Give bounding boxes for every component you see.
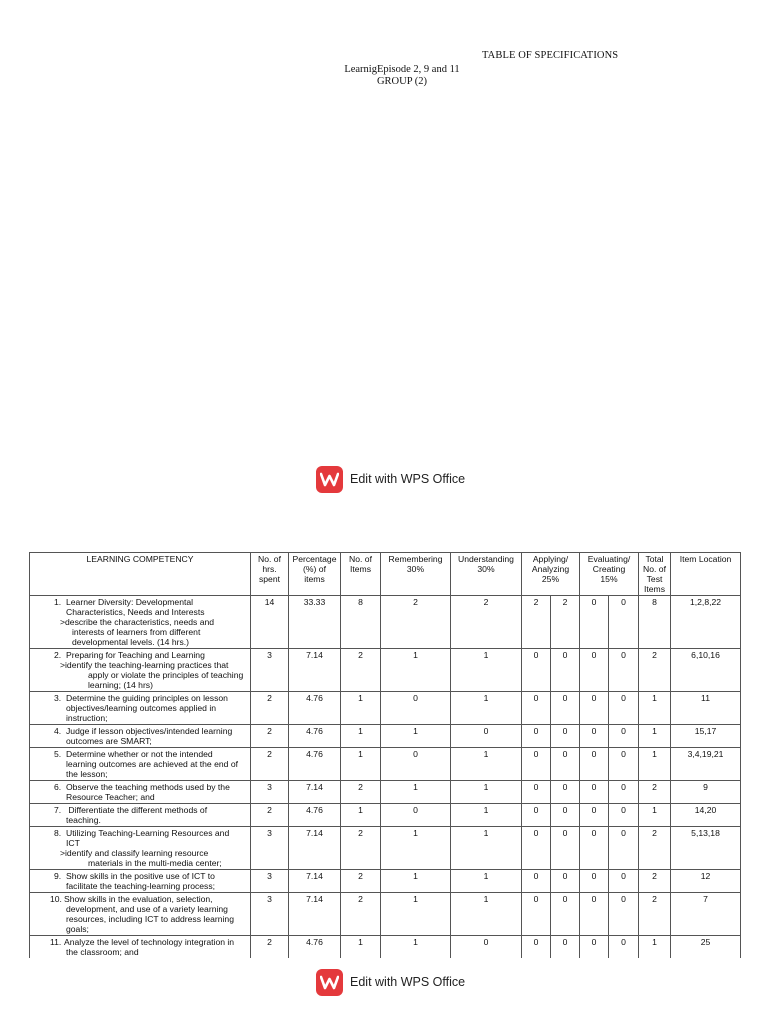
- remembering-cell: 0: [381, 804, 451, 827]
- competency-text: >describe the characteristics, needs and: [60, 617, 215, 627]
- competency-text: interests of learners from different: [72, 627, 201, 637]
- creating-cell: 0: [609, 781, 639, 804]
- items-cell: 2: [341, 649, 381, 692]
- competency-cell: [30, 596, 251, 649]
- creating-cell: 0: [609, 804, 639, 827]
- understanding-cell: 1: [451, 781, 522, 804]
- competency-text: Show skills in the evaluation, selection,: [64, 894, 213, 904]
- items-cell: 2: [341, 870, 381, 893]
- header-competency: LEARNING COMPETENCY: [30, 553, 251, 596]
- creating-cell: 0: [609, 893, 639, 936]
- items-cell: 1: [341, 804, 381, 827]
- location-cell: 11: [671, 692, 741, 725]
- competency-text: Characteristics, Needs and Interests: [66, 607, 205, 617]
- analyzing-cell: 0: [551, 649, 580, 692]
- evaluating-cell: 0: [580, 725, 609, 748]
- hours-cell: 3: [251, 649, 289, 692]
- wps-logo-icon: [316, 466, 343, 493]
- location-cell: 25: [671, 936, 741, 959]
- total-cell: 2: [639, 870, 671, 893]
- remembering-cell: 1: [381, 649, 451, 692]
- total-cell: 1: [639, 725, 671, 748]
- total-cell: 2: [639, 827, 671, 870]
- competency-number: 7.: [54, 805, 62, 815]
- items-cell: 2: [341, 893, 381, 936]
- understanding-cell: 0: [451, 725, 522, 748]
- wps-watermark-top: [316, 465, 465, 493]
- analyzing-cell: 0: [551, 781, 580, 804]
- analyzing-cell: 0: [551, 827, 580, 870]
- competency-text: instruction;: [66, 713, 108, 723]
- subtitle-episodes: LearnigEpisode 2, 9 and 11: [344, 64, 460, 75]
- competency-number: 6.: [54, 782, 62, 792]
- table-row: [30, 870, 741, 893]
- total-cell: 1: [639, 936, 671, 959]
- creating-cell: 0: [609, 827, 639, 870]
- competency-number: 5.: [54, 749, 62, 759]
- competency-text: Judge if lesson objectives/intended learning: [66, 726, 233, 736]
- competency-text: facilitate the teaching-learning process;: [66, 881, 216, 891]
- applying-cell: 0: [522, 936, 551, 959]
- applying-cell: 0: [522, 893, 551, 936]
- understanding-cell: 1: [451, 649, 522, 692]
- analyzing-cell: 0: [551, 692, 580, 725]
- competency-cell: [30, 870, 251, 893]
- competency-text: resources, including ICT to address learning: [66, 914, 234, 924]
- header-percentage: Percentage (%) of items: [289, 553, 341, 596]
- understanding-cell: 0: [451, 936, 522, 959]
- items-cell: 2: [341, 781, 381, 804]
- specification-table: [29, 552, 741, 959]
- hours-cell: 2: [251, 748, 289, 781]
- competency-cell: [30, 827, 251, 870]
- competency-number: 2.: [54, 650, 62, 660]
- competency-cell: [30, 692, 251, 725]
- competency-text: Determine the guiding principles on lesson: [66, 693, 228, 703]
- hours-cell: 2: [251, 725, 289, 748]
- evaluating-cell: 0: [580, 649, 609, 692]
- percentage-cell: 7.14: [289, 870, 341, 893]
- percentage-cell: 4.76: [289, 804, 341, 827]
- evaluating-cell: 0: [580, 596, 609, 649]
- header-total: Total No. of Test Items: [639, 553, 671, 596]
- percentage-cell: 33.33: [289, 596, 341, 649]
- hours-cell: 3: [251, 893, 289, 936]
- table-row: [30, 781, 741, 804]
- creating-cell: 0: [609, 748, 639, 781]
- analyzing-cell: 0: [551, 725, 580, 748]
- document-title: TABLE OF SPECIFICATIONS: [482, 50, 619, 61]
- competency-text: learning; (14 hrs): [88, 680, 153, 690]
- evaluating-cell: 0: [580, 870, 609, 893]
- competency-text: Observe the teaching methods used by the: [66, 782, 230, 792]
- location-cell: 14,20: [671, 804, 741, 827]
- percentage-cell: 7.14: [289, 649, 341, 692]
- hours-cell: 2: [251, 804, 289, 827]
- competency-text: Preparing for Teaching and Learning: [66, 650, 205, 660]
- competency-text: Utilizing Teaching-Learning Resources and: [66, 828, 230, 838]
- items-cell: 1: [341, 725, 381, 748]
- competency-cell: [30, 936, 251, 959]
- creating-cell: 0: [609, 649, 639, 692]
- competency-number: 4.: [54, 726, 62, 736]
- creating-cell: 0: [609, 596, 639, 649]
- hours-cell: 3: [251, 781, 289, 804]
- items-cell: 8: [341, 596, 381, 649]
- competency-text: teaching.: [66, 815, 101, 825]
- total-cell: 8: [639, 596, 671, 649]
- total-cell: 1: [639, 748, 671, 781]
- items-cell: 1: [341, 748, 381, 781]
- percentage-cell: 7.14: [289, 827, 341, 870]
- total-cell: 2: [639, 893, 671, 936]
- wps-watermark-bottom: [316, 968, 465, 996]
- analyzing-cell: 0: [551, 804, 580, 827]
- competency-text: Show skills in the positive use of ICT to: [66, 871, 215, 881]
- competency-text: Learner Diversity: Developmental: [66, 597, 194, 607]
- applying-cell: 0: [522, 725, 551, 748]
- items-cell: 2: [341, 827, 381, 870]
- competency-text: Resource Teacher; and: [66, 792, 155, 802]
- applying-cell: 0: [522, 804, 551, 827]
- competency-text: ICT: [66, 838, 80, 848]
- understanding-cell: 1: [451, 748, 522, 781]
- competency-text: apply or violate the principles of teaching: [88, 670, 244, 680]
- location-cell: 7: [671, 893, 741, 936]
- competency-text: development, and use of a variety learning: [66, 904, 228, 914]
- evaluating-cell: 0: [580, 804, 609, 827]
- header-location: Item Location: [671, 553, 741, 596]
- applying-cell: 0: [522, 870, 551, 893]
- competency-text: Analyze the level of technology integration in: [64, 937, 235, 947]
- competency-number: 9.: [54, 871, 62, 881]
- competency-cell: [30, 649, 251, 692]
- applying-cell: 0: [522, 692, 551, 725]
- header-applying: Applying/ Analyzing 25%: [522, 553, 580, 596]
- hours-cell: 2: [251, 936, 289, 959]
- competency-number: 3.: [54, 693, 62, 703]
- hours-cell: 3: [251, 870, 289, 893]
- wps-logo-icon: [316, 969, 343, 996]
- table-row: [30, 725, 741, 748]
- applying-cell: 0: [522, 649, 551, 692]
- analyzing-cell: 0: [551, 893, 580, 936]
- competency-cell: [30, 781, 251, 804]
- table-row: [30, 936, 741, 959]
- remembering-cell: 2: [381, 596, 451, 649]
- understanding-cell: 1: [451, 870, 522, 893]
- applying-cell: 0: [522, 748, 551, 781]
- percentage-cell: 4.76: [289, 692, 341, 725]
- hours-cell: 2: [251, 692, 289, 725]
- location-cell: 5,13,18: [671, 827, 741, 870]
- competency-text: the classroom; and: [66, 947, 139, 957]
- location-cell: 6,10,16: [671, 649, 741, 692]
- competency-number: 11.: [50, 937, 62, 947]
- applying-cell: 2: [522, 596, 551, 649]
- competency-text: outcomes are SMART;: [66, 736, 152, 746]
- understanding-cell: 1: [451, 827, 522, 870]
- analyzing-cell: 0: [551, 936, 580, 959]
- competency-text: developmental levels. (14 hrs.): [72, 637, 190, 647]
- table-row: [30, 804, 741, 827]
- analyzing-cell: 0: [551, 870, 580, 893]
- competency-text: the lesson;: [66, 769, 108, 779]
- location-cell: 3,4,19,21: [671, 748, 741, 781]
- evaluating-cell: 0: [580, 936, 609, 959]
- table-row: [30, 692, 741, 725]
- competency-number: 1.: [54, 597, 62, 607]
- analyzing-cell: 0: [551, 748, 580, 781]
- wps-label: Edit with WPS Office: [350, 472, 466, 486]
- competency-text: Differentiate the different methods of: [66, 805, 208, 815]
- location-cell: 15,17: [671, 725, 741, 748]
- understanding-cell: 1: [451, 804, 522, 827]
- remembering-cell: 1: [381, 781, 451, 804]
- applying-cell: 0: [522, 781, 551, 804]
- competency-text: >identify and classify learning resource: [60, 848, 209, 858]
- creating-cell: 0: [609, 936, 639, 959]
- remembering-cell: 1: [381, 725, 451, 748]
- table-row: [30, 748, 741, 781]
- header-understanding: Understanding 30%: [451, 553, 522, 596]
- remembering-cell: 0: [381, 748, 451, 781]
- percentage-cell: 4.76: [289, 725, 341, 748]
- remembering-cell: 1: [381, 936, 451, 959]
- header-evaluating: Evaluating/ Creating 15%: [580, 553, 639, 596]
- document-subtitle: [340, 64, 464, 88]
- location-cell: 1,2,8,22: [671, 596, 741, 649]
- creating-cell: 0: [609, 870, 639, 893]
- creating-cell: 0: [609, 725, 639, 748]
- evaluating-cell: 0: [580, 748, 609, 781]
- competency-cell: [30, 804, 251, 827]
- total-cell: 1: [639, 804, 671, 827]
- header-items: No. of Items: [341, 553, 381, 596]
- analyzing-cell: 2: [551, 596, 580, 649]
- competency-number: 8.: [54, 828, 62, 838]
- competency-text: materials in the multi-media center;: [88, 858, 222, 868]
- remembering-cell: 1: [381, 870, 451, 893]
- evaluating-cell: 0: [580, 692, 609, 725]
- understanding-cell: 1: [451, 893, 522, 936]
- competency-text: >identify the teaching-learning practices that: [60, 660, 229, 670]
- competency-text: goals;: [66, 924, 89, 934]
- items-cell: 1: [341, 936, 381, 959]
- table-row: [30, 596, 741, 649]
- table-row: [30, 893, 741, 936]
- table-row: [30, 827, 741, 870]
- percentage-cell: 7.14: [289, 781, 341, 804]
- remembering-cell: 1: [381, 827, 451, 870]
- applying-cell: 0: [522, 827, 551, 870]
- evaluating-cell: 0: [580, 781, 609, 804]
- percentage-cell: 4.76: [289, 936, 341, 959]
- total-cell: 2: [639, 781, 671, 804]
- evaluating-cell: 0: [580, 827, 609, 870]
- items-cell: 1: [341, 692, 381, 725]
- creating-cell: 0: [609, 692, 639, 725]
- remembering-cell: 0: [381, 692, 451, 725]
- competency-cell: [30, 748, 251, 781]
- competency-text: objectives/learning outcomes applied in: [66, 703, 217, 713]
- competency-cell: [30, 893, 251, 936]
- competency-text: Determine whether or not the intended: [66, 749, 213, 759]
- remembering-cell: 1: [381, 893, 451, 936]
- wps-label: Edit with WPS Office: [350, 975, 466, 989]
- understanding-cell: 1: [451, 692, 522, 725]
- location-cell: 12: [671, 870, 741, 893]
- table-header-row: [30, 553, 741, 596]
- subtitle-group: GROUP (2): [376, 76, 428, 87]
- competency-text: learning outcomes are achieved at the end of: [66, 759, 238, 769]
- percentage-cell: 7.14: [289, 893, 341, 936]
- evaluating-cell: 0: [580, 893, 609, 936]
- total-cell: 2: [639, 649, 671, 692]
- header-hours: No. of hrs. spent: [251, 553, 289, 596]
- header-remembering: Remembering 30%: [381, 553, 451, 596]
- total-cell: 1: [639, 692, 671, 725]
- competency-number: 10.: [50, 894, 62, 904]
- understanding-cell: 2: [451, 596, 522, 649]
- percentage-cell: 4.76: [289, 748, 341, 781]
- table-row: [30, 649, 741, 692]
- hours-cell: 3: [251, 827, 289, 870]
- location-cell: 9: [671, 781, 741, 804]
- competency-cell: [30, 725, 251, 748]
- hours-cell: 14: [251, 596, 289, 649]
